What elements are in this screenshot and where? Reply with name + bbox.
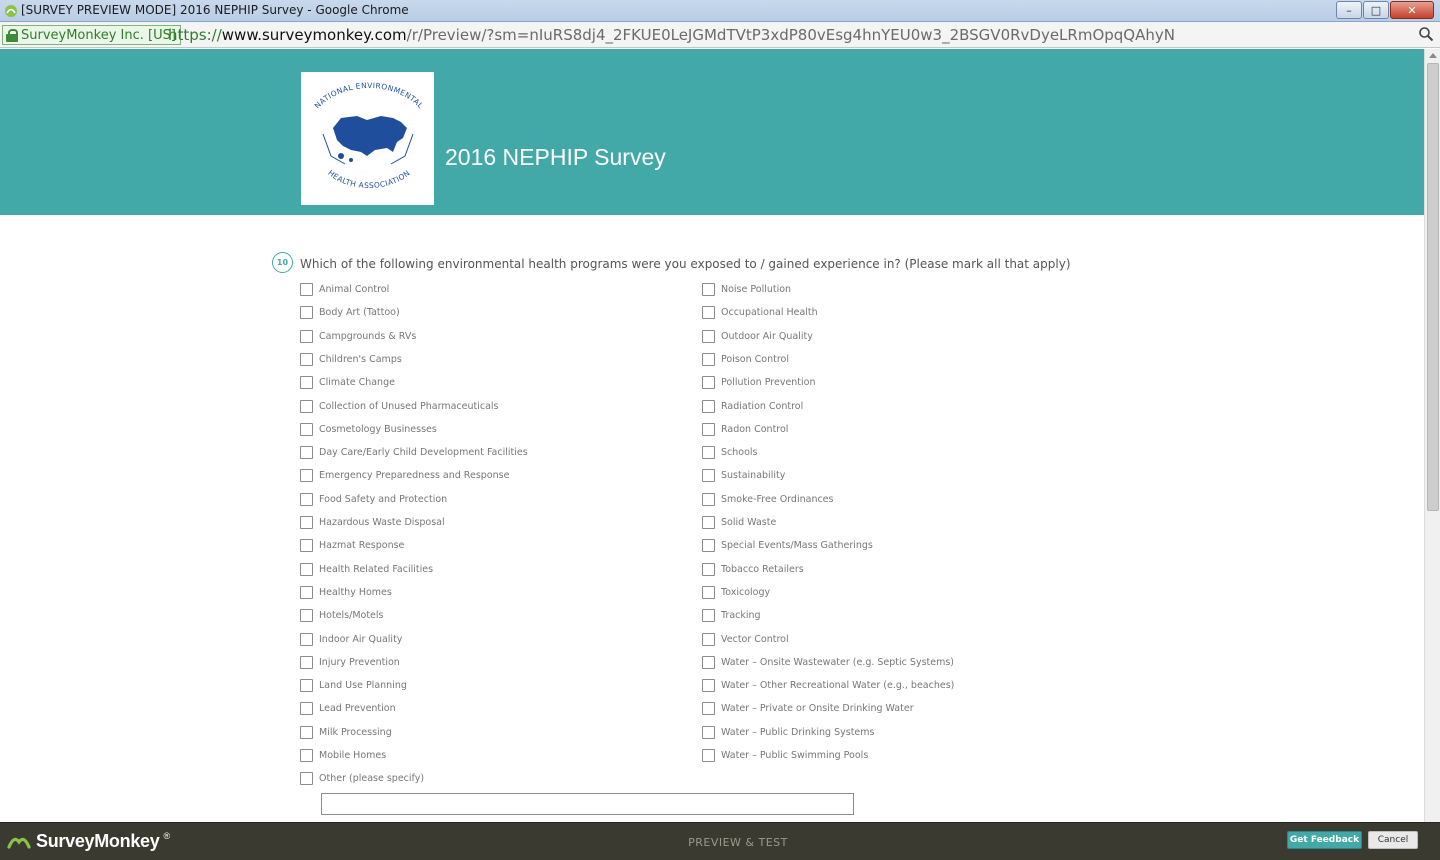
option-label: Milk Processing (319, 726, 392, 738)
option-label: Noise Pollution (721, 283, 792, 295)
option-label: Animal Control (319, 283, 390, 295)
option-label: Land Use Planning (319, 679, 407, 691)
option-checkbox[interactable] (300, 353, 313, 366)
option-row[interactable] (702, 748, 868, 762)
option-label: Radon Control (721, 423, 789, 435)
option-row[interactable] (702, 468, 785, 482)
get-feedback-button[interactable]: Get Feedback (1287, 831, 1362, 849)
logo-text-top: NATIONAL ENVIRONMENTAL (312, 80, 426, 111)
option-row[interactable] (300, 632, 402, 646)
option-checkbox[interactable] (702, 330, 715, 343)
survey-header (0, 49, 1424, 215)
page-viewport (0, 49, 1424, 822)
option-row[interactable] (702, 725, 874, 739)
option-row[interactable] (702, 352, 789, 366)
address-bar (0, 22, 1440, 48)
svg-text:HEALTH ASSOCIATION (326, 168, 412, 190)
ssl-organization: SurveyMonkey Inc. [US] (21, 27, 176, 43)
option-checkbox[interactable] (300, 726, 313, 739)
option-checkbox[interactable] (300, 516, 313, 529)
option-label: Children's Camps (319, 353, 402, 365)
option-checkbox[interactable] (300, 749, 313, 762)
option-row[interactable] (300, 771, 424, 785)
option-label: Special Events/Mass Gatherings (721, 539, 873, 551)
option-label: Schools (721, 446, 758, 458)
survey-title: 2016 NEPHIP Survey (445, 144, 666, 170)
option-checkbox[interactable] (300, 493, 313, 506)
vertical-scrollbar[interactable] (1424, 49, 1440, 822)
option-row[interactable] (300, 375, 395, 389)
option-label: Water – Public Swimming Pools (721, 749, 869, 761)
option-checkbox[interactable] (300, 330, 313, 343)
cancel-button[interactable]: Cancel (1368, 831, 1418, 849)
option-checkbox[interactable] (300, 586, 313, 599)
surveymonkey-app-icon (4, 4, 18, 18)
option-label: Hazmat Response (319, 539, 405, 551)
option-checkbox[interactable] (702, 493, 715, 506)
option-row[interactable] (702, 399, 803, 413)
option-label: Toxicology (721, 586, 771, 598)
preview-bottom-bar (0, 822, 1440, 860)
minimize-button[interactable]: – (1336, 1, 1362, 19)
option-row[interactable] (300, 282, 389, 296)
option-row[interactable] (702, 492, 833, 506)
option-checkbox[interactable] (702, 609, 715, 622)
ssl-indicator[interactable] (2, 25, 181, 45)
option-label: Body Art (Tattoo) (319, 306, 400, 318)
option-checkbox[interactable] (300, 400, 313, 413)
window-titlebar (0, 0, 1440, 22)
option-checkbox[interactable] (702, 423, 715, 436)
option-row[interactable] (300, 608, 383, 622)
option-row[interactable] (300, 538, 404, 552)
option-label: Day Care/Early Child Development Facilities (319, 446, 528, 458)
option-label: Outdoor Air Quality (721, 330, 813, 342)
option-checkbox[interactable] (702, 469, 715, 482)
option-checkbox[interactable] (300, 376, 313, 389)
option-label: Hotels/Motels (319, 609, 384, 621)
option-checkbox[interactable] (702, 376, 715, 389)
svg-text:NATIONAL ENVIRONMENTAL (313, 81, 426, 111)
option-row[interactable] (300, 655, 400, 669)
option-row[interactable] (300, 329, 416, 343)
option-checkbox[interactable] (300, 609, 313, 622)
option-checkbox[interactable] (300, 423, 313, 436)
option-row[interactable] (300, 701, 396, 715)
window-controls (1336, 1, 1434, 19)
option-checkbox[interactable] (702, 726, 715, 739)
option-label: Poison Control (721, 353, 789, 365)
option-checkbox[interactable] (702, 539, 715, 552)
option-label: Occupational Health (721, 306, 818, 318)
option-checkbox[interactable] (702, 306, 715, 319)
option-label: Tracking (721, 609, 761, 621)
question-text: Which of the following environmental health programs were you exposed to / gained experience in? (Please mark all that apply) (300, 257, 1071, 271)
option-row[interactable] (702, 585, 770, 599)
option-label: Sustainability (721, 469, 786, 481)
option-label: Mobile Homes (319, 749, 387, 761)
option-label: Vector Control (721, 633, 789, 645)
option-label: Other (please specify) (319, 772, 425, 784)
option-checkbox[interactable] (300, 772, 313, 785)
option-row[interactable] (300, 399, 499, 413)
option-label: Water – Private or Onsite Drinking Water (721, 702, 914, 714)
option-checkbox[interactable] (300, 306, 313, 319)
option-checkbox[interactable] (702, 353, 715, 366)
option-row[interactable] (702, 422, 788, 436)
option-row[interactable] (702, 608, 761, 622)
option-row[interactable] (702, 329, 813, 343)
option-label: Lead Prevention (319, 702, 396, 714)
option-label: Cosmetology Businesses (319, 423, 437, 435)
option-row[interactable] (300, 445, 528, 459)
brand-mark: ® (163, 831, 171, 841)
option-checkbox[interactable] (702, 749, 715, 762)
option-label: Tobacco Retailers (721, 563, 804, 575)
option-row[interactable] (300, 725, 392, 739)
magnifier-icon[interactable] (1418, 26, 1434, 42)
option-row[interactable] (300, 422, 437, 436)
url-host: www.surveymonkey.com (221, 26, 407, 44)
option-checkbox[interactable] (300, 633, 313, 646)
option-checkbox[interactable] (702, 633, 715, 646)
maximize-button[interactable]: □ (1363, 1, 1389, 19)
option-checkbox[interactable] (702, 563, 715, 576)
option-row[interactable] (300, 678, 407, 692)
preview-mode-label: PREVIEW & TEST (688, 836, 788, 849)
option-checkbox[interactable] (702, 586, 715, 599)
option-checkbox[interactable] (702, 702, 715, 715)
neha-logo-graphic (301, 72, 434, 205)
option-checkbox[interactable] (300, 446, 313, 459)
option-label: Indoor Air Quality (319, 633, 403, 645)
option-label: Water – Other Recreational Water (e.g., beaches) (721, 679, 955, 691)
option-checkbox[interactable] (300, 702, 313, 715)
option-label: Radiation Control (721, 400, 804, 412)
neha-logo (301, 72, 434, 205)
option-label: Solid Waste (721, 516, 777, 528)
option-checkbox[interactable] (702, 679, 715, 692)
option-label: Injury Prevention (319, 656, 400, 668)
option-row[interactable] (702, 632, 789, 646)
option-checkbox[interactable] (702, 400, 715, 413)
option-checkbox[interactable] (702, 656, 715, 669)
option-row[interactable] (702, 701, 914, 715)
option-row[interactable] (300, 468, 509, 482)
option-label: Emergency Preparedness and Response (319, 469, 510, 481)
option-row[interactable] (702, 655, 954, 669)
option-row[interactable] (702, 562, 804, 576)
option-checkbox[interactable] (300, 283, 313, 296)
option-label: Collection of Unused Pharmaceuticals (319, 400, 499, 412)
option-checkbox[interactable] (702, 283, 715, 296)
option-label: Food Safety and Protection (319, 493, 448, 505)
option-checkbox[interactable] (300, 469, 313, 482)
option-checkbox[interactable] (300, 539, 313, 552)
question-number: 10 (272, 252, 293, 273)
option-row[interactable] (300, 305, 400, 319)
scrollbar-thumb[interactable] (1427, 63, 1439, 511)
option-row[interactable] (702, 305, 818, 319)
option-row[interactable] (702, 445, 758, 459)
option-label: Smoke-Free Ordinances (721, 493, 834, 505)
option-label: Pollution Prevention (721, 376, 816, 388)
option-row[interactable] (300, 515, 445, 529)
option-checkbox[interactable] (300, 563, 313, 576)
logo-text-bottom: HEALTH ASSOCIATION (326, 168, 412, 191)
option-row[interactable] (702, 515, 776, 529)
option-row[interactable] (300, 748, 386, 762)
option-label: Water – Public Drinking Systems (721, 726, 875, 738)
close-button[interactable]: ✕ (1390, 1, 1434, 19)
option-label: Health Related Facilities (319, 563, 434, 575)
option-row[interactable] (702, 282, 791, 296)
url-field[interactable] (168, 26, 1175, 44)
url-scheme: https:// (168, 26, 222, 44)
scroll-up-arrow-icon[interactable] (1429, 53, 1437, 58)
brand-name: SurveyMonkey (36, 831, 160, 851)
lock-icon (6, 29, 18, 42)
option-label: Climate Change (319, 376, 395, 388)
option-row[interactable] (300, 352, 402, 366)
option-label: Hazardous Waste Disposal (319, 516, 445, 528)
option-checkbox[interactable] (702, 446, 715, 459)
option-row[interactable] (300, 585, 392, 599)
option-label: Healthy Homes (319, 586, 392, 598)
option-checkbox[interactable] (300, 679, 313, 692)
url-path: /r/Preview/?sm=nIuRS8dj4_2FKUE0LeJGMdTVtP3xdP80vEsg4hnYEU0w3_2BSGV0RvDyeLRmOpqQAhyN (406, 26, 1175, 44)
option-label: Campgrounds & RVs (319, 330, 417, 342)
option-row[interactable] (702, 375, 816, 389)
option-label: Water – Onsite Wastewater (e.g. Septic Systems) (721, 656, 954, 668)
option-row[interactable] (300, 492, 447, 506)
option-row[interactable] (300, 562, 433, 576)
option-row[interactable] (702, 538, 873, 552)
option-checkbox[interactable] (300, 656, 313, 669)
option-row[interactable] (702, 678, 954, 692)
option-checkbox[interactable] (702, 516, 715, 529)
other-specify-input[interactable] (321, 793, 854, 815)
window-title: [SURVEY PREVIEW MODE] 2016 NEPHIP Survey - Google Chrome (21, 3, 409, 17)
